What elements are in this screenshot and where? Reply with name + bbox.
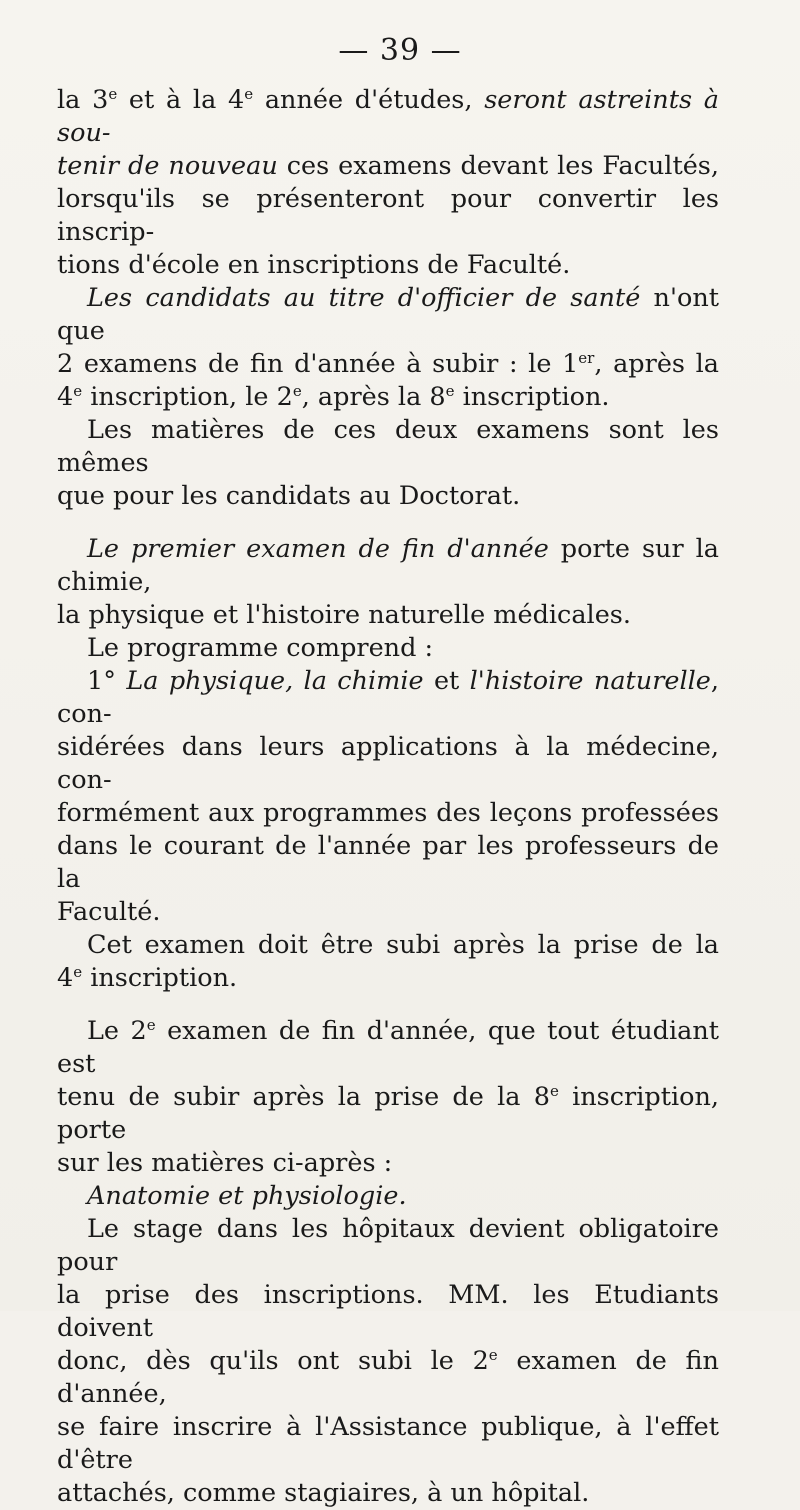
text-run: se faire inscrire à l'Assistance publique, à l'effet d'être (57, 1412, 719, 1475)
text-run: sur les matières ci-après : (57, 1148, 393, 1178)
text-run: la 3 (57, 85, 109, 115)
text-line (57, 599, 719, 632)
text-run: , après la (594, 349, 719, 379)
text-run: 1° (87, 666, 127, 696)
italic-text: Les candidats au titre d'officier de santé (87, 283, 641, 313)
text-line (57, 797, 719, 830)
text-run: examen de fin d'année, que tout étudiant est (57, 1016, 719, 1079)
text-line (57, 1477, 719, 1510)
italic-text: seront astreints à sou- (57, 85, 719, 148)
text-run: 4 (57, 963, 74, 993)
superscript: e (146, 1016, 156, 1034)
text-run: Le 2 (87, 1016, 147, 1046)
text-line (57, 1180, 719, 1213)
superscript: e (108, 85, 118, 103)
text-line (57, 1279, 719, 1345)
page-number: — 39 — (338, 33, 462, 68)
text-run: lorsqu'ils se présenteront pour convertir les inscrip- (57, 184, 719, 247)
text-line (57, 84, 719, 150)
text-run: la prise des inscriptions. MM. les Etudiants doivent (57, 1280, 719, 1343)
text-run: formément aux programmes des leçons professées (57, 798, 719, 828)
text-run: Le programme comprend : (87, 633, 434, 663)
text-run: tions d'école en inscriptions de Faculté. (57, 250, 571, 280)
text-run: examen de fin d'année, (57, 1346, 719, 1409)
text-line (57, 896, 719, 929)
text-line (57, 1081, 719, 1147)
superscript: e (73, 382, 83, 400)
superscript: e (292, 382, 302, 400)
text-run: inscription, le 2 (82, 382, 293, 412)
italic-text: tenir de nouveau (57, 151, 278, 181)
text-line (57, 929, 719, 962)
text-run: 2 examens de fin d'année à subir : le 1 (57, 349, 579, 379)
italic-text: La physique, la chimie (126, 666, 424, 696)
text-line (57, 381, 719, 414)
text-line (57, 962, 719, 995)
text-line (57, 665, 719, 731)
text-line (57, 1213, 719, 1279)
italic-text: Le premier examen de fin d'année (87, 534, 549, 564)
superscript: er (578, 349, 595, 367)
text-run: Faculté. (57, 897, 161, 927)
text-run: donc, dès qu'ils ont subi le 2 (57, 1346, 489, 1376)
text-run: et à la 4 (117, 85, 245, 115)
text-run: , après la 8 (301, 382, 446, 412)
superscript: e (73, 963, 83, 981)
text-run: n'ont que (57, 283, 720, 346)
italic-text: l'histoire naturelle (469, 666, 711, 696)
text-line (57, 1015, 719, 1081)
paragraph-gap (57, 513, 719, 533)
text-run: Le stage dans les hôpitaux devient obligatoire pour (57, 1214, 719, 1277)
text-line (57, 480, 719, 513)
text-run: que pour les candidats au Doctorat. (57, 481, 521, 511)
text-run: inscription, porte (57, 1082, 720, 1145)
text-run: Les matières de ces deux examens sont les mêmes (57, 415, 719, 478)
text-run: la physique et l'histoire naturelle médicales. (57, 600, 631, 630)
text-line (57, 830, 719, 896)
text-line (57, 282, 719, 348)
text-line (57, 150, 719, 183)
text-run: 4 (57, 382, 74, 412)
paragraph-gap (57, 995, 719, 1015)
text-run: inscription. (454, 382, 610, 412)
text-run: dans le courant de l'année par les professeurs de la (57, 831, 719, 894)
superscript: e (549, 1082, 559, 1100)
text-run: tenu de subir après la prise de la 8 (57, 1082, 550, 1112)
text-line (57, 632, 719, 665)
text-line (57, 1411, 719, 1477)
text-run: et (423, 666, 470, 696)
text-run: attachés, comme stagiaires, à un hôpital. (57, 1478, 590, 1508)
text-run: inscription. (82, 963, 238, 993)
text-run: , con- (57, 666, 719, 729)
text-line (57, 731, 719, 797)
superscript: e (488, 1346, 498, 1364)
italic-text: Anatomie et physiologie. (87, 1181, 407, 1211)
body-text (57, 84, 719, 1510)
text-run: Cet examen doit être subi après la prise de la (87, 930, 719, 960)
text-line (57, 533, 719, 599)
text-line (57, 414, 719, 480)
superscript: e (445, 382, 455, 400)
superscript: e (244, 85, 254, 103)
text-run: année d'études, (253, 85, 485, 115)
text-line (57, 249, 719, 282)
text-line (57, 1345, 719, 1411)
text-line (57, 183, 719, 249)
text-line (57, 348, 719, 381)
text-run: sidérées dans leurs applications à la médecine, con- (57, 732, 719, 795)
text-run: porte sur la chimie, (57, 534, 719, 597)
text-line (57, 1147, 719, 1180)
text-run: ces examens devant les Facultés, (277, 151, 719, 181)
